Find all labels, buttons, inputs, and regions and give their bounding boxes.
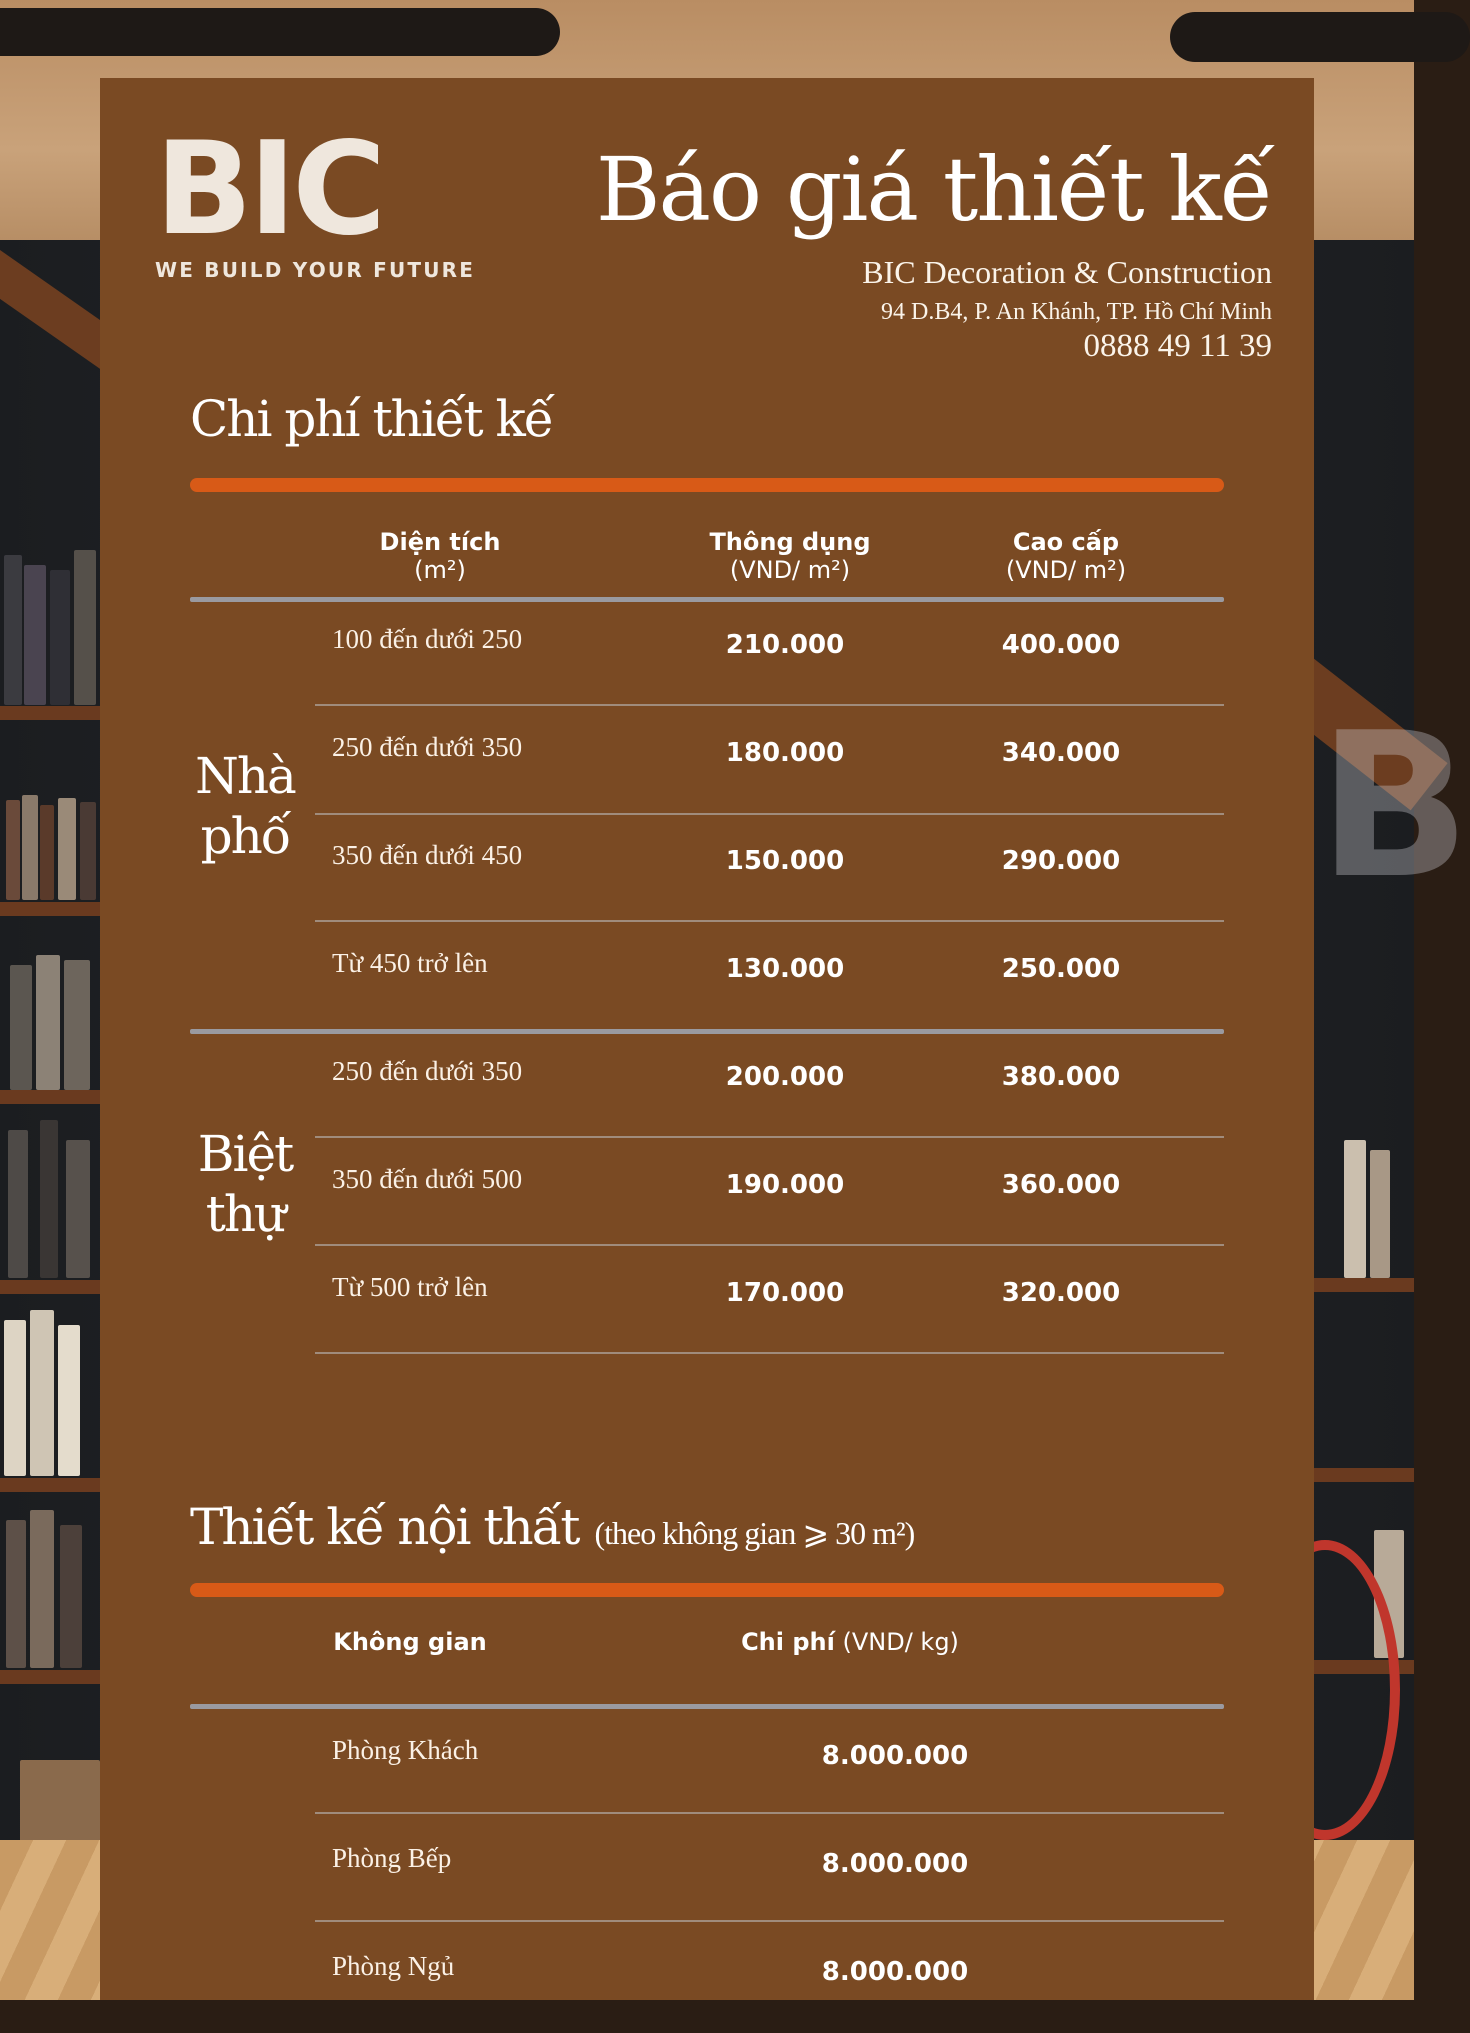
row-divider [315, 813, 1224, 815]
book [24, 565, 46, 705]
book [1370, 1150, 1390, 1278]
book [30, 1310, 54, 1476]
space-cell: Phòng Ngủ [332, 1951, 455, 1981]
book [80, 802, 96, 900]
cost-cell: 8.000.000 [821, 1957, 969, 1987]
book [58, 1325, 80, 1476]
column-header-standard-unit: (VND/ m²) [729, 556, 851, 584]
table-row [315, 818, 1224, 926]
area-cell: 250 đến dưới 350 [332, 732, 523, 762]
premium-price-cell: 250.000 [1001, 954, 1121, 984]
row-divider [315, 1812, 1224, 1814]
section-title-interior [190, 1498, 914, 1556]
group-label-line: Nhà [195, 747, 295, 805]
group-label-line: Biệt [197, 1125, 293, 1183]
area-cell: Từ 500 trở lên [332, 1272, 488, 1302]
book [10, 965, 32, 1090]
shelf-board [0, 1478, 100, 1492]
row-divider [315, 1244, 1224, 1246]
book [36, 955, 60, 1090]
group-label-villa [190, 1124, 300, 1244]
column-header-space-label: Không gian [333, 1628, 487, 1656]
area-cell: 100 đến dưới 250 [332, 624, 523, 654]
company-name: BIC Decoration & Construction [862, 254, 1272, 290]
shelf-board [1314, 1468, 1414, 1482]
section-title-interior-text: Thiết kế nội thất [190, 1498, 579, 1556]
column-header-area-unit: (m²) [414, 556, 466, 584]
shelf-board [0, 1280, 100, 1294]
shelf-board [0, 1090, 100, 1104]
premium-price-cell: 380.000 [1001, 1062, 1121, 1092]
column-header-premium-unit: (VND/ m²) [1005, 556, 1127, 584]
book [58, 798, 76, 900]
table-row [315, 1817, 1224, 1925]
row-divider [315, 1136, 1224, 1138]
book [4, 1320, 26, 1476]
column-header-area-label: Diện tích [379, 528, 501, 556]
standard-price-cell: 150.000 [725, 846, 845, 876]
ceiling-lamp-left [0, 8, 560, 56]
shelf-board [0, 902, 100, 916]
page-title: Báo giá thiết kế [595, 138, 1272, 241]
shelf-board [0, 1670, 100, 1684]
book [60, 1525, 82, 1668]
area-cell: 350 đến dưới 500 [332, 1164, 523, 1194]
column-header-standard-label: Thông dụng [709, 528, 871, 556]
standard-price-cell: 190.000 [725, 1170, 845, 1200]
standard-price-cell: 200.000 [725, 1062, 845, 1092]
area-cell: 250 đến dưới 350 [332, 1056, 523, 1086]
book [1344, 1140, 1366, 1278]
book [8, 1130, 28, 1278]
book [4, 555, 22, 705]
company-phone: 0888 49 11 39 [1083, 328, 1272, 364]
row-divider [315, 1352, 1224, 1354]
standard-price-cell: 130.000 [725, 954, 845, 984]
group-label-townhouse [190, 746, 300, 866]
book [6, 1520, 26, 1668]
book [66, 1140, 90, 1278]
premium-price-cell: 290.000 [1001, 846, 1121, 876]
column-header-cost-label: Chi phí [741, 1628, 835, 1656]
row-divider [315, 920, 1224, 922]
book [30, 1510, 54, 1668]
price-sheet-panel [100, 78, 1314, 2000]
logo-tagline: WE BUILD YOUR FUTURE [155, 258, 476, 282]
column-header-area [340, 528, 540, 584]
table-row [315, 926, 1224, 1034]
book [6, 800, 20, 900]
left-bookshelf [0, 250, 100, 1870]
standard-price-cell: 210.000 [725, 630, 845, 660]
column-header-cost-unit: (VND/ kg) [842, 1628, 959, 1656]
column-header-premium-label: Cao cấp [1012, 528, 1120, 556]
title-block [596, 138, 1272, 365]
shelf-board [1314, 1278, 1414, 1292]
premium-price-cell: 400.000 [1001, 630, 1121, 660]
table-row [315, 1250, 1224, 1358]
table-row [315, 602, 1224, 710]
book [40, 805, 54, 900]
book [64, 960, 90, 1090]
area-cell: 350 đến dưới 450 [332, 840, 523, 870]
column-header-space [290, 1628, 530, 1656]
table-row [315, 710, 1224, 818]
column-header-standard [680, 528, 900, 584]
cost-cell: 8.000.000 [821, 1741, 969, 1771]
book [22, 795, 38, 900]
company-logo [155, 115, 485, 282]
row-divider [315, 1920, 1224, 1922]
standard-price-cell: 170.000 [725, 1278, 845, 1308]
book [40, 1120, 58, 1278]
book [74, 550, 96, 705]
group-label-line: phố [200, 807, 290, 865]
section-divider [190, 478, 1224, 492]
column-header-cost [640, 1628, 1060, 1656]
area-cell: Từ 450 trở lên [332, 948, 488, 978]
logo-mark: BIC [155, 115, 383, 264]
space-cell: Phòng Khách [332, 1735, 479, 1765]
premium-price-cell: 320.000 [1001, 1278, 1121, 1308]
section-divider [190, 1583, 1224, 1597]
table-row [315, 1709, 1224, 1817]
space-cell: Phòng Bếp [332, 1843, 452, 1873]
row-divider [315, 704, 1224, 706]
standard-price-cell: 180.000 [725, 738, 845, 768]
cost-cell: 8.000.000 [821, 1849, 969, 1879]
book [50, 570, 70, 705]
company-address: 94 D.B4, P. An Khánh, TP. Hồ Chí Minh [881, 299, 1272, 325]
shelf-board [0, 706, 100, 720]
table-row [315, 1142, 1224, 1250]
column-header-premium [956, 528, 1176, 584]
section-note: (theo không gian ⩾ 30 m²) [594, 1515, 915, 1551]
table-row [315, 1925, 1224, 2033]
table-row [315, 1034, 1224, 1142]
premium-price-cell: 340.000 [1001, 738, 1121, 768]
group-label-line: thự [205, 1185, 285, 1243]
premium-price-cell: 360.000 [1001, 1170, 1121, 1200]
ceiling-lamp-right [1170, 12, 1470, 62]
section-title-design-cost: Chi phí thiết kế [190, 390, 553, 448]
background-logo: B [1318, 690, 1470, 923]
